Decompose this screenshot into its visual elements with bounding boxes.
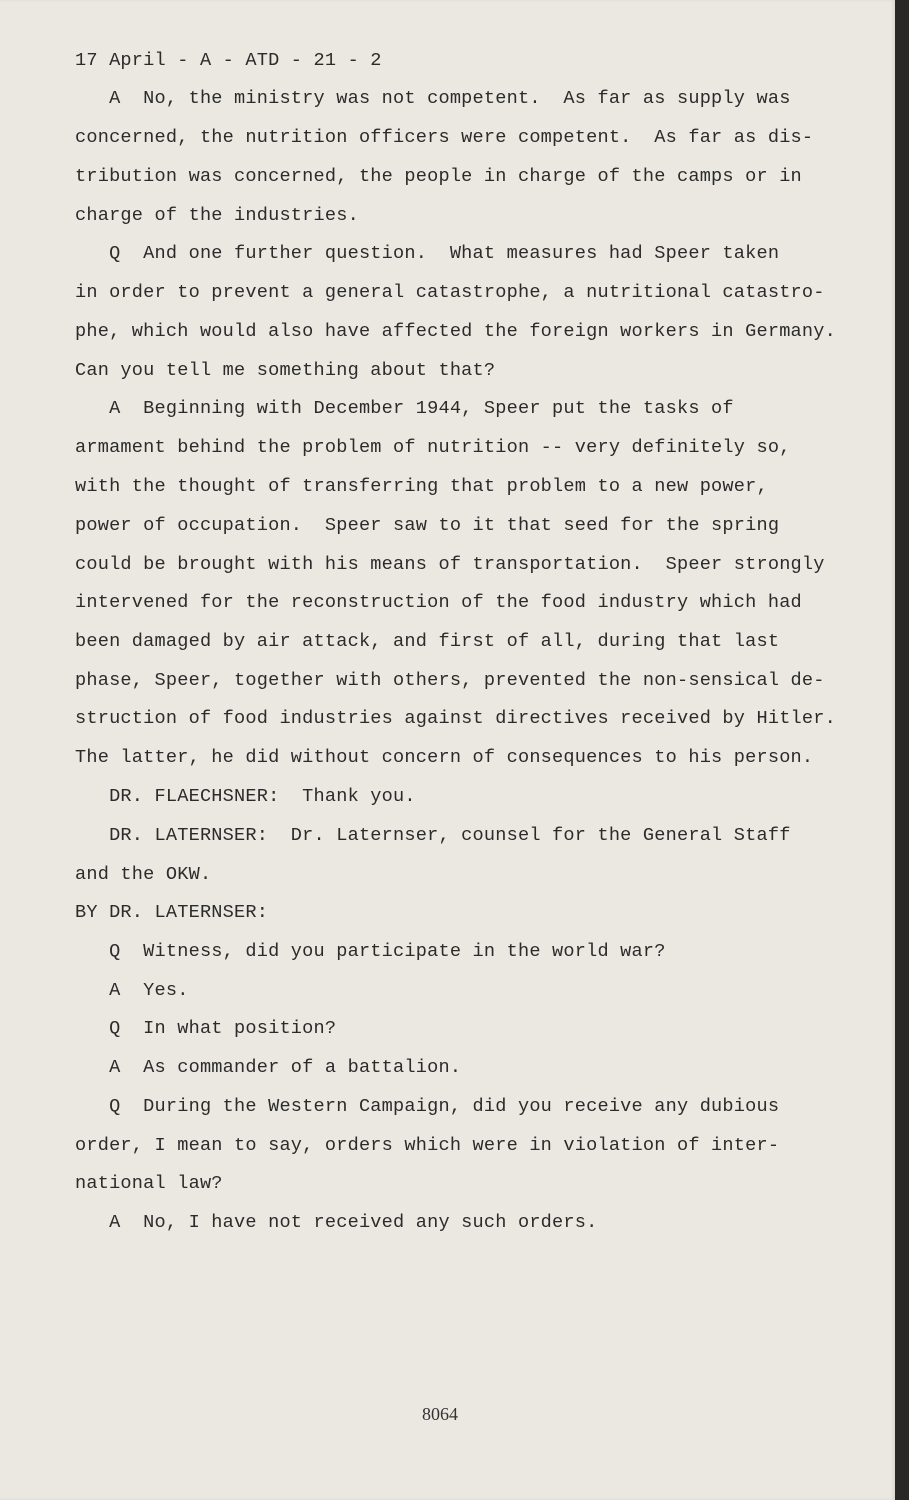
text-line: in order to prevent a general catastrophe, a nutritional catastro- — [75, 282, 825, 303]
text-line: A No, the ministry was not competent. As far as supply was — [75, 88, 791, 109]
text-line: with the thought of transferring that problem to a new power, — [75, 476, 768, 497]
text-line: tribution was concerned, the people in charge of the camps or in — [75, 166, 802, 187]
text-line: DR. LATERNSER: Dr. Laternser, counsel for the General Staff — [75, 825, 791, 846]
text-line: struction of food industries against directives received by Hitler. — [75, 708, 836, 729]
text-line: charge of the industries. — [75, 205, 359, 226]
text-line: order, I mean to say, orders which were in violation of inter- — [75, 1135, 780, 1156]
text-line: national law? — [75, 1173, 223, 1194]
text-line: Q In what position? — [75, 1018, 337, 1039]
text-line: phe, which would also have affected the foreign workers in Germany. — [75, 321, 836, 342]
text-line: Q Witness, did you participate in the world war? — [75, 941, 666, 962]
text-line: could be brought with his means of transportation. Speer strongly — [75, 554, 825, 575]
text-line: phase, Speer, together with others, prevented the non-sensical de- — [75, 670, 825, 691]
text-line: Can you tell me something about that? — [75, 360, 496, 381]
text-line: DR. FLAECHSNER: Thank you. — [75, 786, 416, 807]
text-line: A As commander of a battalion. — [75, 1057, 462, 1078]
text-line: Q And one further question. What measures had Speer taken — [75, 243, 780, 264]
page-header: 17 April - A - ATD - 21 - 2 — [75, 50, 382, 71]
text-line: BY DR. LATERNSER: — [75, 902, 269, 923]
text-line: concerned, the nutrition officers were competent. As far as dis- — [75, 127, 814, 148]
text-line: been damaged by air attack, and first of all, during that last — [75, 631, 780, 652]
text-line: Q During the Western Campaign, did you receive any dubious — [75, 1096, 780, 1117]
text-line: A Beginning with December 1944, Speer put the tasks of — [75, 398, 734, 419]
text-line: A Yes. — [75, 980, 189, 1001]
text-line: The latter, he did without concern of consequences to his person. — [75, 747, 814, 768]
text-line: intervened for the reconstruction of the food industry which had — [75, 592, 802, 613]
text-line: A No, I have not received any such orders. — [75, 1212, 598, 1233]
text-line: and the OKW. — [75, 864, 212, 885]
text-line: power of occupation. Speer saw to it that seed for the spring — [75, 515, 780, 536]
scan-edge — [895, 0, 909, 1500]
text-line: armament behind the problem of nutrition -- very definitely so, — [75, 437, 791, 458]
page-number: 8064 — [422, 1404, 458, 1424]
